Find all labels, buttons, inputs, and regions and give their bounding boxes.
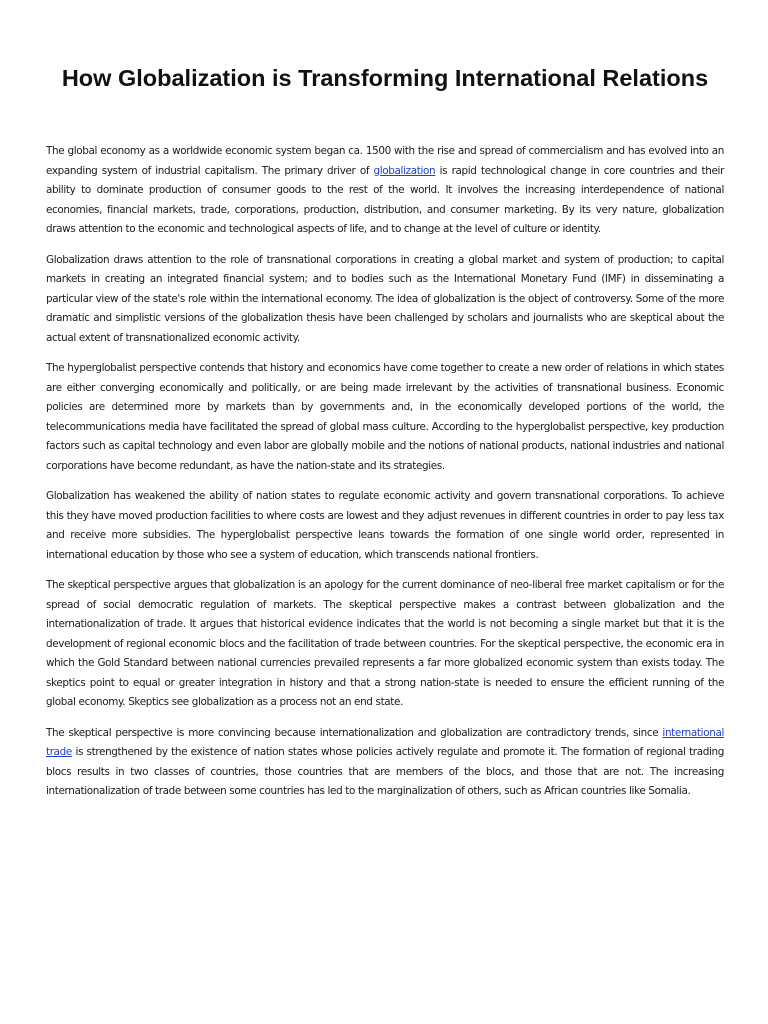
document-body — [46, 142, 724, 813]
paragraph-1 — [46, 142, 724, 240]
paragraph-6 — [46, 724, 724, 802]
paragraph-text: is strengthened by the existence of nation states whose policies actively regulate and promote it. The formation of regional trading blocs results in two classes of countries, those countries that are members of the blocs, and those that are not. The increasing internationalization of trade between some countries has led to the marginalization of others, such as African countries like Somalia. — [46, 746, 724, 797]
paragraph-text: The skeptical perspective is more convincing because internationalization and globalization are contradictory trends, since — [46, 726, 663, 739]
paragraph-2: Globalization draws attention to the role of transnational corporations in creating a global market and system of production; to capital markets in creating an integrated financial system; and to bodies such as the International Monetary Fund (IMF) in disseminating a particular view of the state's role within the international economy. The idea of globalization is the object of controversy. Some of the more dramatic and simplistic versions of the globalization thesis have been challenged by scholars and journalists who are skeptical about the actual extent of transnationalized economic activity. — [46, 253, 724, 344]
globalization-link[interactable]: globalization — [373, 164, 436, 177]
international-trade-link[interactable]: international trade — [46, 726, 724, 758]
paragraph-5: The skeptical perspective argues that globalization is an apology for the current dominance of neo-liberal free market capitalism or for the spread of social democratic regulation of markets. The skeptical perspective makes a contrast between globalization and the internationalization of trade. It argues that historical evidence indicates that the world is not becoming a single market but that it is the development of regional economic blocs and the facilitation of trade between countries. For the skeptical perspective, the economic era in which the Gold Standard between national currencies prevailed represents a far more globalized economic system than exists today. The skeptics point to equal or greater integration in history and that a strong nation-state is needed to ensure the efficient running of the global economy. Skeptics see globalization as a process not an end state. — [46, 579, 724, 708]
paragraph-3: The hyperglobalist perspective contends that history and economics have come together to create a new order of relations in which states are either converging economically and politically, or are being made irrelevant by the activities of transnational business. Economic policies are determined more by markets than by governments and, in the economically developed portions of the world, the telecommunications media have facilitated the spread of global mass culture. According to the hyperglobalist perspective, key production factors such as capital technology and even labor are globally mobile and the notions of national products, national industries and national corporations have become redundant, as have the nation-state and its strategies. — [46, 362, 724, 472]
paragraph-text: is rapid technological change in core countries and their ability to dominate production of consumer goods to the rest of the world. It involves the increasing interdependence of national economies, financial markets, trade, corporations, production, distribution, and consumer marketing. By its very nature, globalization draws attention to the economic and technological aspects of life, and to change at the level of culture or identity. — [46, 164, 724, 235]
paragraph-text: The global economy as a worldwide economic system began ca. 1500 with the rise and spread of commercialism and has evolved into an expanding system of industrial capitalism. The primary driver of — [46, 145, 724, 177]
document-title: How Globalization is Transforming International Relations — [61, 65, 709, 91]
paragraph-4: Globalization has weakened the ability of nation states to regulate economic activity and govern transnational corporations. To achieve this they have moved production facilities to where costs are lowest and they adjust revenues in different countries in order to pay less tax and receive more subsidies. The hyperglobalist perspective leans towards the formation of one single world order, represented in international education by those who see a system of education, which transcends national frontiers. — [46, 490, 724, 561]
